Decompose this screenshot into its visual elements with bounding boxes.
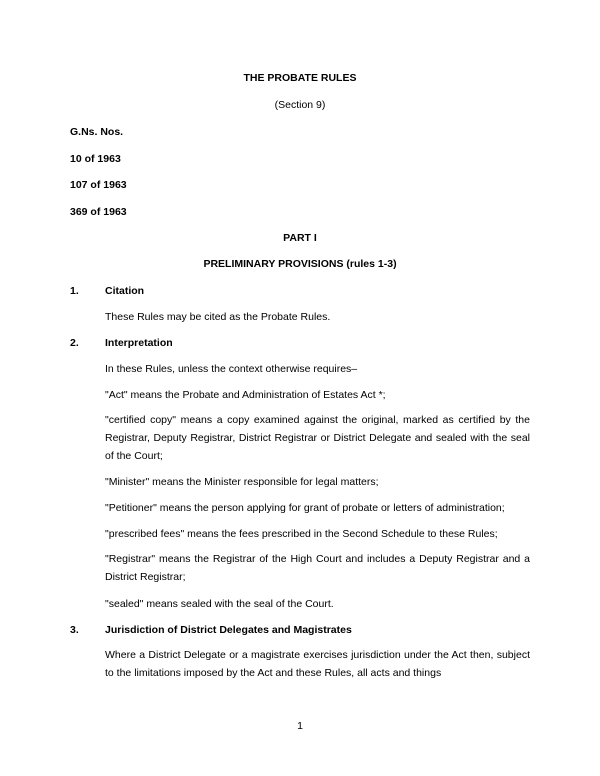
section-reference: (Section 9): [274, 99, 326, 111]
section-heading: Interpretation: [105, 337, 173, 349]
gn-number: 10 of 1963: [70, 153, 121, 165]
section-number: 3.: [70, 624, 79, 636]
definition: "prescribed fees" means the fees prescribed in the Second Schedule to these Rules;: [105, 528, 498, 540]
definition: "Petitioner" means the person applying for grant of probate or letters of administration;: [105, 502, 505, 514]
definition: "Registrar" means the Registrar of the High Court and includes a Deputy Registrar and a District Registrar;: [105, 553, 530, 583]
definition: "sealed" means sealed with the seal of the Court.: [105, 598, 334, 610]
part-title: PRELIMINARY PROVISIONS (rules 1-3): [203, 258, 397, 270]
paragraph: Where a District Delegate or a magistrate exercises jurisdiction under the Act then, subject to the limitations imposed by the Act and these Rules, all acts and things: [105, 649, 530, 679]
section-number: 2.: [70, 337, 79, 349]
gn-number: 107 of 1963: [70, 179, 127, 191]
document-title: THE PROBATE RULES: [243, 72, 357, 84]
definition: "certified copy" means a copy examined against the original, marked as certified by the Registrar, Deputy Registrar, District Registrar or District Delegate and sealed with the seal of the Court;: [105, 414, 530, 462]
paragraph: In these Rules, unless the context otherwise requires–: [105, 363, 358, 375]
definition: "Minister" means the Minister responsible for legal matters;: [105, 476, 379, 488]
section-heading: Jurisdiction of District Delegates and Magistrates: [105, 624, 352, 636]
page-number: 1: [297, 720, 303, 732]
paragraph: These Rules may be cited as the Probate Rules.: [105, 311, 331, 323]
part-heading: PART I: [283, 232, 317, 244]
definition: "Act" means the Probate and Administration of Estates Act *;: [105, 389, 386, 401]
gn-heading: G.Ns. Nos.: [70, 126, 124, 138]
section-number: 1.: [70, 285, 79, 297]
gn-number: 369 of 1963: [70, 206, 127, 218]
section-heading: Citation: [105, 285, 145, 297]
